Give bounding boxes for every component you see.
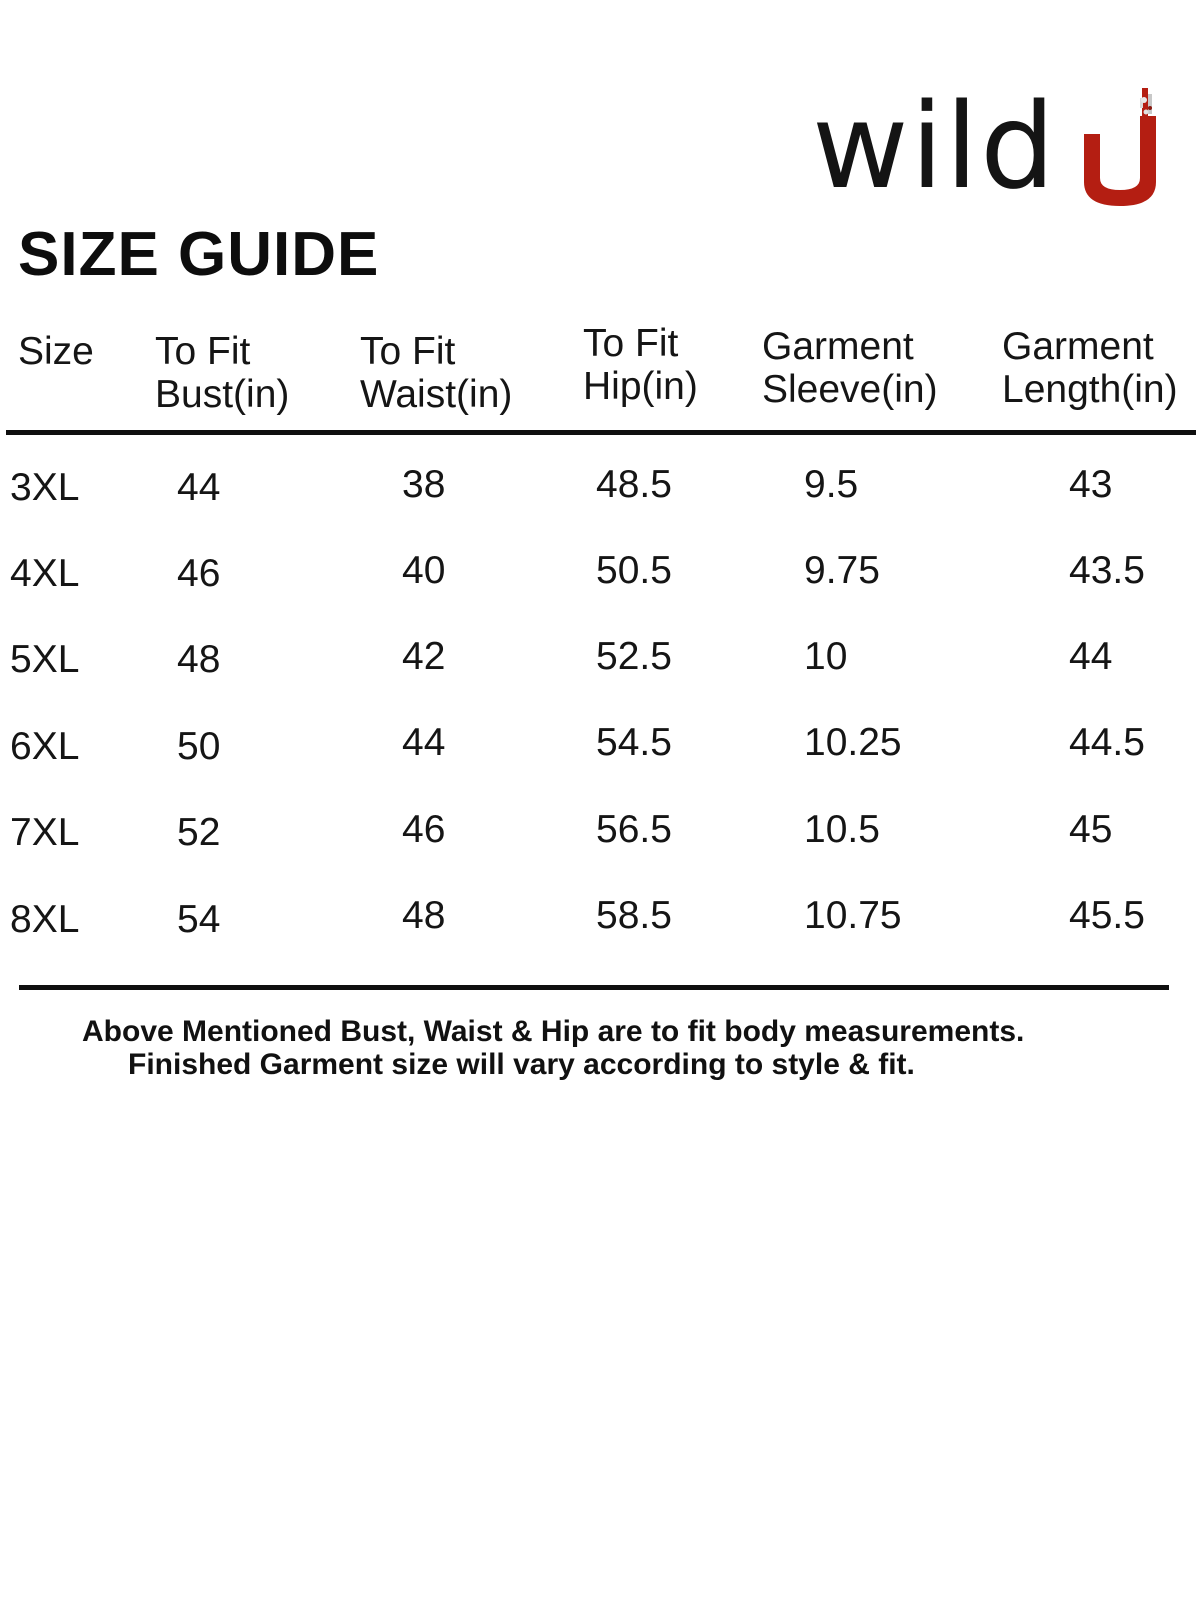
cell-bust: 48 — [177, 638, 221, 681]
cell-sleeve: 10.5 — [804, 808, 880, 851]
column-header-line: Hip(in) — [583, 365, 698, 408]
cell-bust: 44 — [177, 466, 221, 509]
footer-divider — [19, 985, 1169, 990]
column-header-line: Waist(in) — [360, 373, 513, 416]
column-header-bust — [155, 330, 289, 416]
column-header-size — [18, 330, 94, 373]
cell-hip: 56.5 — [596, 808, 672, 851]
cell-size: 5XL — [10, 638, 80, 681]
column-header-line: Sleeve(in) — [762, 368, 938, 411]
brand-logo — [812, 77, 1162, 215]
column-header-waist — [360, 330, 512, 416]
cell-waist: 42 — [402, 635, 446, 678]
cell-length: 44.5 — [1069, 721, 1145, 764]
cell-hip: 52.5 — [596, 635, 672, 678]
cell-size: 8XL — [10, 898, 80, 941]
cell-length: 44 — [1069, 635, 1113, 678]
measurement-note: Above Mentioned Bust, Waist & Hip are to fit body measurements. — [82, 1015, 1025, 1048]
brand-logo-u-icon — [1080, 86, 1160, 206]
cell-length: 45.5 — [1069, 894, 1145, 937]
column-header-line: To Fit — [155, 330, 251, 373]
cell-length: 45 — [1069, 808, 1113, 851]
cell-size: 3XL — [10, 466, 80, 509]
column-header-line: To Fit — [360, 330, 456, 373]
cell-length: 43.5 — [1069, 549, 1145, 592]
cell-size: 4XL — [10, 552, 80, 595]
column-header-hip — [583, 322, 698, 408]
brand-logo-word: wild — [812, 77, 1057, 215]
cell-sleeve: 9.75 — [804, 549, 880, 592]
cell-waist: 46 — [402, 808, 446, 851]
cell-waist: 48 — [402, 894, 446, 937]
column-header-line: Garment — [1002, 325, 1154, 368]
column-header-length — [1002, 325, 1178, 411]
cell-hip: 58.5 — [596, 894, 672, 937]
column-header-sleeve — [762, 325, 938, 411]
header-divider — [6, 430, 1196, 435]
cell-bust: 52 — [177, 811, 221, 854]
cell-sleeve: 10.75 — [804, 894, 902, 937]
cell-bust: 50 — [177, 725, 221, 768]
cell-sleeve: 10 — [804, 635, 848, 678]
cell-length: 43 — [1069, 463, 1113, 506]
cell-bust: 54 — [177, 898, 221, 941]
cell-sleeve: 10.25 — [804, 721, 902, 764]
cell-hip: 48.5 — [596, 463, 672, 506]
column-header-line: To Fit — [583, 322, 679, 365]
column-header-line: Size — [18, 330, 94, 373]
fit-note: Finished Garment size will vary according to style & fit. — [128, 1048, 915, 1081]
cell-waist: 38 — [402, 463, 446, 506]
cell-bust: 46 — [177, 552, 221, 595]
cell-size: 7XL — [10, 811, 80, 854]
cell-hip: 50.5 — [596, 549, 672, 592]
cell-waist: 44 — [402, 721, 446, 764]
column-header-line: Garment — [762, 325, 914, 368]
cell-waist: 40 — [402, 549, 446, 592]
column-header-line: Length(in) — [1002, 368, 1178, 411]
column-header-line: Bust(in) — [155, 373, 290, 416]
cell-sleeve: 9.5 — [804, 463, 859, 506]
page-title: SIZE GUIDE — [18, 220, 380, 289]
cell-size: 6XL — [10, 725, 80, 768]
cell-hip: 54.5 — [596, 721, 672, 764]
